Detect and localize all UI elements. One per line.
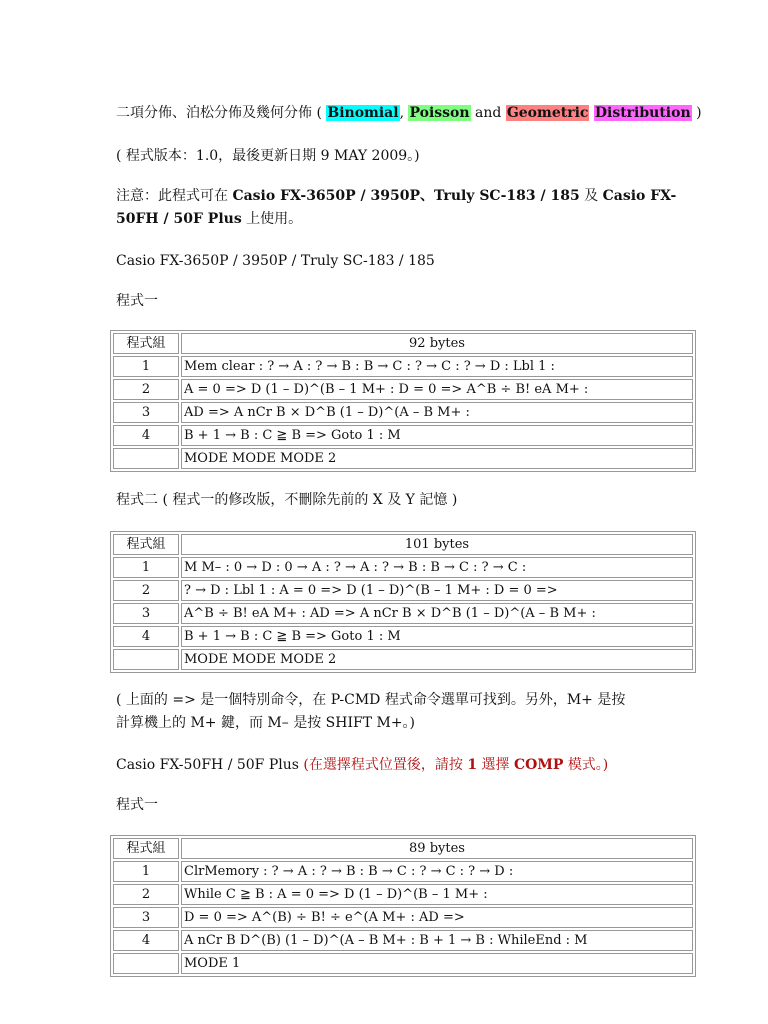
note-models-2b: 50FH / 50F Plus: [116, 211, 242, 227]
row-number: 2: [113, 580, 179, 601]
program-2-title: 程式二 ( 程式一的修改版，不刪除先前的 X 及 Y 記憶 ): [116, 492, 458, 508]
table-row: [113, 930, 693, 951]
poisson-highlight: Poisson: [409, 105, 470, 121]
document-title: [116, 103, 702, 123]
row-code: A^B ÷ B! eA M+ : AD => A nCr B × D^B (1 – D)^(A – B M+ :: [181, 603, 693, 624]
table-row: [113, 907, 693, 928]
row-number: 3: [113, 907, 179, 928]
table-row: [113, 356, 693, 377]
row-number: 1: [113, 861, 179, 882]
section-2-note-c: 模式。): [567, 757, 609, 773]
row-code: B + 1 → B : C ≧ B => Goto 1 : M: [181, 626, 693, 647]
version-line: ( 程式版本：1.0，最後更新日期 9 MAY 2009。): [116, 148, 420, 164]
note-suffix: 上使用。: [246, 211, 303, 227]
section-2-mode: COMP: [513, 757, 564, 773]
row-number: 3: [113, 603, 179, 624]
row-code: Mem clear : ? → A : ? → B : B → C : ? → C : ? → D : Lbl 1 :: [181, 356, 693, 377]
note-models-2a: Casio FX-: [602, 188, 677, 204]
title-and: and: [475, 105, 502, 121]
table-row: [113, 425, 693, 446]
row-number: [113, 649, 179, 670]
table-row: [113, 379, 693, 400]
table-row: [113, 402, 693, 423]
table-row: [113, 603, 693, 624]
size-header: 101 bytes: [181, 534, 693, 555]
program-table-2: [110, 531, 696, 673]
section-2-model: Casio FX-50FH / 50F Plus: [116, 757, 299, 773]
row-number: 4: [113, 930, 179, 951]
size-header: 89 bytes: [181, 838, 693, 859]
table-row: [113, 861, 693, 882]
size-header: 92 bytes: [181, 333, 693, 354]
row-code: AD => A nCr B × D^B (1 – D)^(A – B M+ :: [181, 402, 693, 423]
table-row: [113, 884, 693, 905]
title-suffix: ): [696, 105, 702, 121]
section-1-title: Casio FX-3650P / 3950P / Truly SC-183 / 185: [116, 253, 435, 269]
table-row: [113, 649, 693, 670]
note-line-2: [116, 209, 302, 229]
section-2-note-a: 在選擇程式位置後，請按: [308, 757, 463, 773]
table-row: [113, 580, 693, 601]
section-2-paren: (: [303, 757, 309, 773]
table-row: [113, 557, 693, 578]
table-header-row: [113, 838, 693, 859]
program-1-title: 程式一: [116, 293, 158, 309]
table-row: [113, 626, 693, 647]
row-code: A nCr B D^(B) (1 – D)^(A – B M+ : B + 1 → B : WhileEnd : M: [181, 930, 693, 951]
note-and: 及: [584, 188, 599, 204]
program-3-title: 程式一: [116, 797, 158, 813]
explain-line-2: 計算機上的 M+ 鍵，而 M– 是按 SHIFT M+。): [116, 715, 416, 731]
row-code: MODE 1: [181, 953, 693, 974]
row-number: 2: [113, 884, 179, 905]
section-2-note-b: 選擇: [481, 757, 510, 773]
row-code: A = 0 => D (1 – D)^(B – 1 M+ : D = 0 => A^B ÷ B! eA M+ :: [181, 379, 693, 400]
row-number: 2: [113, 379, 179, 400]
row-code: D = 0 => A^(B) ÷ B! ÷ e^(A M+ : AD =>: [181, 907, 693, 928]
row-number: 4: [113, 425, 179, 446]
section-2-title: [116, 755, 608, 775]
row-number: 3: [113, 402, 179, 423]
row-number: 1: [113, 356, 179, 377]
table-row: [113, 448, 693, 469]
row-code: ClrMemory : ? → A : ? → B : B → C : ? → C : ? → D :: [181, 861, 693, 882]
note-prefix: 注意：此程式可在: [116, 188, 228, 204]
row-number: 1: [113, 557, 179, 578]
row-number: [113, 448, 179, 469]
section-2-key: 1: [467, 757, 478, 773]
program-table-1: [110, 330, 696, 472]
row-code: M M– : 0 → D : 0 → A : ? → A : ? → B : B → C : ? → C :: [181, 557, 693, 578]
title-text: 二項分佈、泊松分佈及幾何分佈 (: [116, 105, 322, 121]
table-header-row: [113, 333, 693, 354]
group-header: 程式組: [113, 333, 179, 354]
row-code: MODE MODE MODE 2: [181, 448, 693, 469]
note-models-1: Casio FX-3650P / 3950P、Truly SC-183 / 185: [232, 188, 580, 204]
table-header-row: [113, 534, 693, 555]
binomial-highlight: Binomial: [327, 105, 399, 121]
distribution-highlight: Distribution: [594, 105, 691, 121]
geometric-highlight: Geometric: [506, 105, 589, 121]
group-header: 程式組: [113, 534, 179, 555]
row-code: While C ≧ B : A = 0 => D (1 – D)^(B – 1 M+ :: [181, 884, 693, 905]
group-header: 程式組: [113, 838, 179, 859]
row-code: B + 1 → B : C ≧ B => Goto 1 : M: [181, 425, 693, 446]
table-row: [113, 953, 693, 974]
row-number: 4: [113, 626, 179, 647]
row-code: ? → D : Lbl 1 : A = 0 => D (1 – D)^(B – 1 M+ : D = 0 =>: [181, 580, 693, 601]
note-line-1: [116, 186, 676, 206]
title-comma: ,: [399, 105, 405, 121]
program-table-3: [110, 835, 696, 977]
row-number: [113, 953, 179, 974]
row-code: MODE MODE MODE 2: [181, 649, 693, 670]
explain-line-1: ( 上面的 => 是一個特別命令，在 P-CMD 程式命令選單可找到。另外，M+ 是按: [116, 692, 626, 708]
